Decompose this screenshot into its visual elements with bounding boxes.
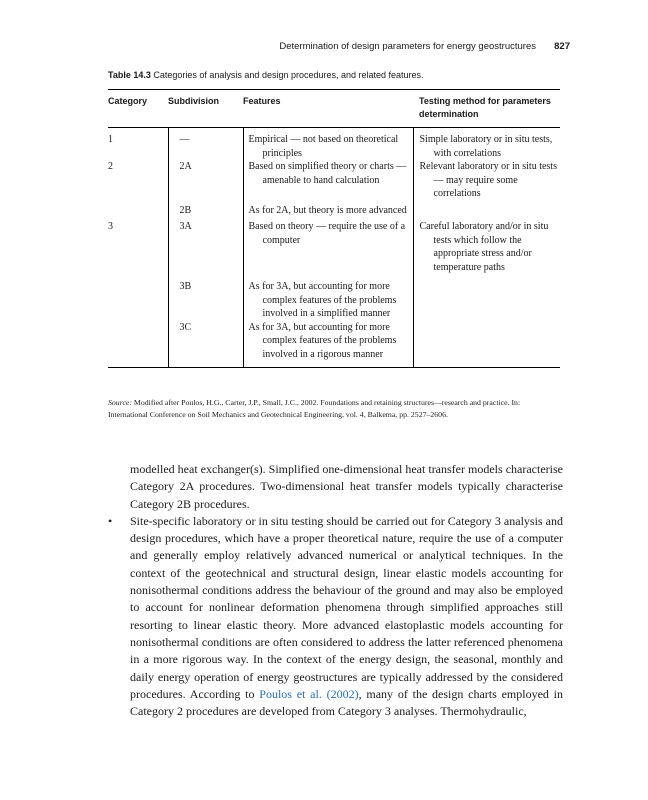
table-source [108,397,560,420]
cell-testing [413,160,560,201]
cell-testing [413,201,560,218]
table-row [108,321,560,368]
cell-features-text: As for 3A, but accounting for more complex features of the problems involved in a rigorous manner [248,321,397,360]
cell-category [108,321,168,368]
table-row [108,201,560,218]
bullet-text-after: , many of the design charts employed in Category 2 procedures are developed from Category 3 analyses. Thermohydraulic, [130,686,564,719]
table-caption-text: Categories of analysis and design procedures, and related features. [153,70,424,80]
cell-category: 2 [108,161,113,172]
body-paragraph: modelled heat exchanger(s). Simplified one-dimensional heat transfer models characterise Category 2A procedures. Two-dimensional heat transfer models typically characterise Category 2B procedures. [130,462,563,511]
table-header-row [108,90,560,128]
cell-category: 3 [108,221,113,232]
cell-features-text: Empirical — not based on theoretical principles [248,134,399,159]
header-testing: Testing method for parameters determination [419,96,551,119]
bullet-marker: • [108,513,113,528]
cell-subdivision: 3B [168,274,243,321]
header-category: Category [108,96,148,106]
table-row [108,128,560,161]
citation-link[interactable]: Poulos et al. (2002) [259,686,359,701]
source-text: Modified after Poulos, H.G., Carter, J.P., Small, J.C., 2002. Foundations and retaining structures—research and practice. In: International Conference on Soil Mechanics and Geotechnical Engineering, vol. 4, Balkema, pp. 2527–2606. [108,398,521,419]
cell-subdivision: — [168,128,243,161]
cell-subdivision: 2A [168,160,243,201]
categories-table [108,89,560,368]
cell-features-text: As for 3A, but accounting for more complex features of the problems involved in a simplified manner [248,281,397,319]
cell-features [243,201,413,218]
cell-features [243,160,413,201]
running-head [108,41,570,57]
cell-features-text: As for 2A, but theory is more advanced [248,204,407,216]
header-subdivision: Subdivision [168,96,220,106]
header-features: Features [243,96,281,106]
cell-features-text: Based on simplified theory or charts — amenable to hand calculation [248,161,407,186]
source-label: Source: [108,398,132,407]
cell-subdivision: 3A [168,217,243,274]
cell-features [243,128,413,161]
table-row [108,160,560,201]
cell-category [108,274,168,321]
cell-testing [413,217,560,274]
bullet-text-before: Site-specific laboratory or in situ testing should be carried out for Category 3 analysis and design procedures, which have a proper theoretical nature, require the use of a computer and generally employ relatively advanced numerical or analytical techniques. In the context of the geotechnical and structural design, linear elastic models accounting for nonisothermal conditions address the behaviour of the ground and may also be employed to account for nonlinear deformation phenomena through simplified approaches still resorting to linear elastic theory. More advanced elastoplastic models accounting for nonisothermal conditions are often considered to address the latter referenced phenomena in a more rigorous way. In the context of the energy design, the seasonal, monthly and daily energy operation of energy geostructures are typically addressed by the considered procedures. According to [130,513,563,701]
cell-subdivision: 2B [168,201,243,218]
table-caption [108,70,570,80]
bullet-list-item [108,513,563,721]
cell-features-text: Based on theory — require the use of a computer [248,221,406,246]
cell-testing-text: Simple laboratory or in situ tests, with correlations [419,134,553,159]
cell-testing [413,128,560,161]
cell-testing [413,274,560,321]
cell-testing-text: Careful laboratory and/or in situ tests which follow the appropriate stress and/or temperature paths [419,221,549,273]
table-label: Table 14.3 [108,70,151,80]
bullet-paragraph [130,513,563,721]
cell-subdivision: 3C [168,321,243,368]
running-head-title: Determination of design parameters for energy geostructures [279,41,536,52]
table-row [108,217,560,274]
cell-features [243,321,413,368]
cell-category: 1 [108,134,113,145]
cell-features [243,217,413,274]
table-row [108,274,560,321]
cell-features [243,274,413,321]
body-text [108,461,563,720]
page-number: 827 [554,41,570,52]
cell-testing-text: Relevant laboratory or in situ tests — may require some correlations [419,161,557,199]
cell-category [108,201,168,218]
cell-testing [413,321,560,368]
